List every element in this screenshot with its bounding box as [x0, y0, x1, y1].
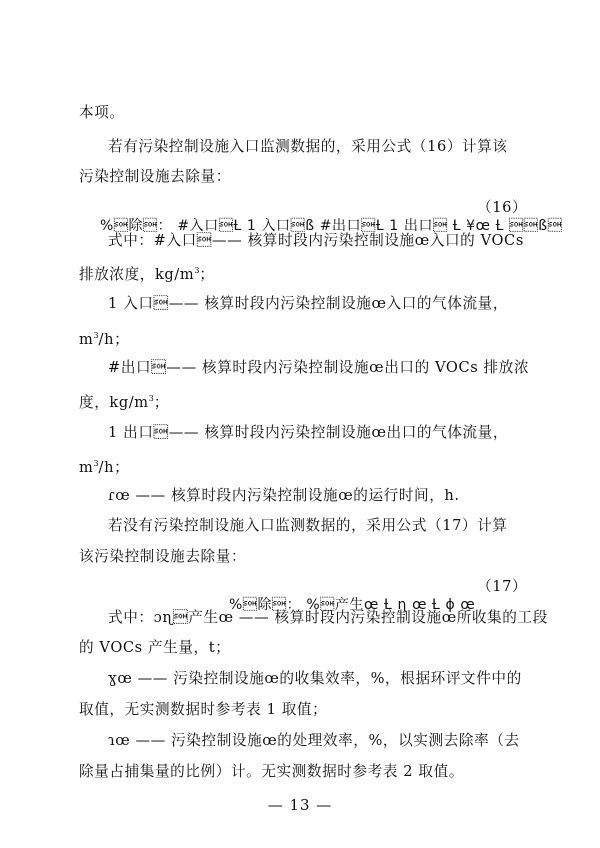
text-line: 1 出口—— 核算时段内污染控制设施œ出口的气体流量， — [108, 424, 509, 441]
text-segment: m — [79, 331, 94, 348]
page-number: — 13 — — [267, 796, 333, 814]
text-line: 1 入口—— 核算时段内污染控制设施œ入口的气体流量， — [108, 295, 509, 312]
superscript: 3 — [93, 459, 99, 468]
equation-number-17: （17） — [477, 578, 528, 595]
text-line — [79, 455, 129, 477]
text-line: ɾœ —— 核算时段内污染控制设施œ的运行时间，h. — [108, 487, 460, 504]
superscript: 3 — [148, 394, 154, 403]
text-line: 若有污染控制设施入口监测数据的，采用公式（16）计算该 — [108, 138, 508, 155]
text-segment: /h； — [98, 331, 130, 348]
text-line: 的 VOCs 产生量，t； — [79, 639, 231, 656]
text-line: 式中：#入口—— 核算时段内污染控制设施œ入口的 VOCs — [108, 232, 524, 249]
formula-16-body: %除： #入口Ƚ 1 入口ß #出口Ƚ 1 出口 Ƚ ¥œ Ƚ ß — [99, 218, 563, 234]
text-line: 取值，无实测数据时参考表 1 取值； — [79, 701, 328, 718]
text-line: 该污染控制设施去除量： — [79, 548, 247, 565]
text-line — [79, 327, 129, 349]
superscript: 3 — [194, 266, 200, 275]
text-segment: ； — [153, 394, 170, 411]
text-line: 污染控制设施去除量： — [79, 168, 231, 185]
text-line: 除量占捕集量的比例）计。无实测数据时参考表 2 取值。 — [79, 763, 465, 780]
text-line: 若没有污染控制设施入口监测数据的，采用公式（17）计算 — [108, 517, 508, 534]
equation-number-16: （16） — [477, 199, 528, 216]
formula-17-body: %除： %产生œ Ƚ ɳ œ Ƚ ɸ œ — [228, 597, 476, 613]
text-line: #出口—— 核算时段内污染控制设施œ出口的 VOCs 排放浓 — [108, 359, 530, 376]
text-line: ɿœ —— 污染控制设施œ的处理效率，%，以实测去除率（去 — [108, 732, 520, 749]
text-line: 式中：ɔɳ产生œ —— 核算时段内污染控制设施œ所收集的工段 — [108, 609, 548, 626]
text-segment: 排放浓度，kg/m — [79, 266, 195, 283]
text-segment: 度，kg/m — [79, 394, 149, 411]
superscript: 3 — [93, 331, 99, 340]
text-segment: /h； — [98, 459, 130, 476]
text-line — [79, 390, 169, 412]
text-line: ɣœ —— 污染控制设施œ的收集效率，%，根据环评文件中的 — [108, 670, 522, 687]
text-line: 本项。 — [79, 104, 125, 121]
text-line — [79, 262, 215, 284]
text-segment: m — [79, 459, 94, 476]
text-segment: ； — [199, 266, 215, 283]
